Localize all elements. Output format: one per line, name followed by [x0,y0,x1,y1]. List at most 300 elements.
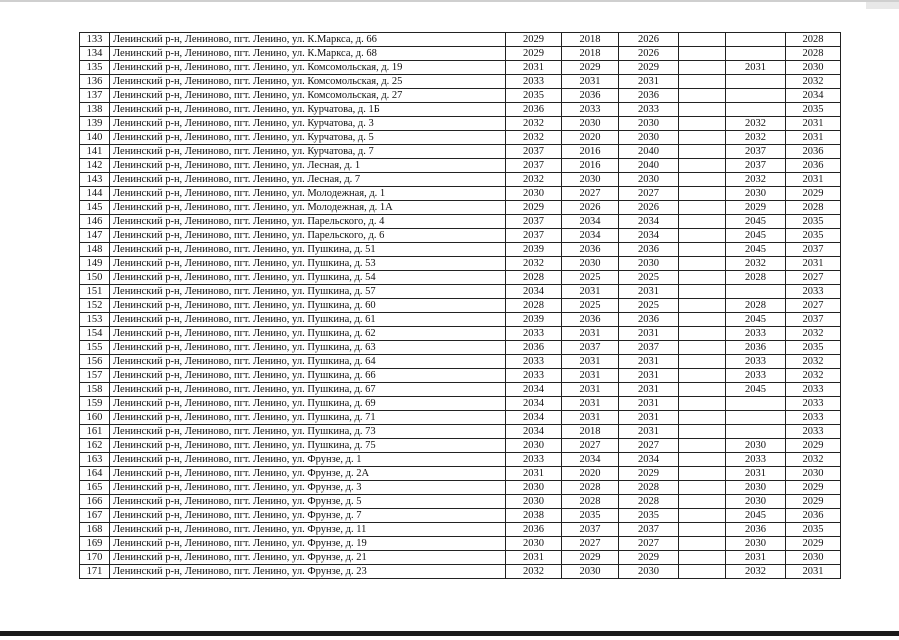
year-cell-2: 2018 [562,47,619,61]
year-cell-6: 2037 [786,243,841,257]
year-cell-5: 2045 [726,383,786,397]
year-cell-3: 2040 [619,159,679,173]
year-cell-1: 2032 [506,131,562,145]
year-cell-6: 2031 [786,131,841,145]
table-row [80,509,841,523]
year-cell-1: 2033 [506,355,562,369]
year-cell-5: 2028 [726,299,786,313]
table-row [80,467,841,481]
year-cell-1: 2034 [506,285,562,299]
year-cell-4 [679,89,726,103]
year-cell-5 [726,33,786,47]
year-cell-3: 2030 [619,131,679,145]
year-cell-6: 2029 [786,187,841,201]
year-cell-5: 2030 [726,537,786,551]
year-cell-5: 2029 [726,201,786,215]
year-cell-5: 2045 [726,243,786,257]
year-cell-3: 2027 [619,187,679,201]
year-cell-2: 2026 [562,201,619,215]
year-cell-1: 2032 [506,117,562,131]
year-cell-4 [679,537,726,551]
row-number: 142 [80,159,110,173]
row-number: 158 [80,383,110,397]
year-cell-1: 2030 [506,187,562,201]
table-row [80,271,841,285]
year-cell-2: 2030 [562,565,619,579]
year-cell-1: 2034 [506,425,562,439]
address-cell: Ленинский р-н, Лениново, пгт. Ленино, ул. Пушкина, д. 51 [110,243,506,257]
year-cell-5: 2033 [726,369,786,383]
year-cell-5 [726,103,786,117]
address-cell: Ленинский р-н, Лениново, пгт. Ленино, ул. Курчатова, д. 3 [110,117,506,131]
table-row [80,537,841,551]
address-cell: Ленинский р-н, Лениново, пгт. Ленино, ул. Лесная, д. 7 [110,173,506,187]
year-cell-3: 2037 [619,523,679,537]
row-number: 151 [80,285,110,299]
year-cell-3: 2027 [619,439,679,453]
address-cell: Ленинский р-н, Лениново, пгт. Ленино, ул. Пушкина, д. 67 [110,383,506,397]
year-cell-3: 2025 [619,299,679,313]
year-cell-6: 2027 [786,299,841,313]
year-cell-5: 2030 [726,481,786,495]
year-cell-2: 2031 [562,397,619,411]
year-cell-4 [679,481,726,495]
row-number: 140 [80,131,110,145]
address-cell: Ленинский р-н, Лениново, пгт. Ленино, ул. Пушкина, д. 62 [110,327,506,341]
year-cell-5: 2045 [726,313,786,327]
table-row [80,173,841,187]
row-number: 134 [80,47,110,61]
year-cell-2: 2034 [562,453,619,467]
row-number: 137 [80,89,110,103]
year-cell-2: 2030 [562,173,619,187]
address-cell: Ленинский р-н, Лениново, пгт. Ленино, ул. Комсомольская, д. 25 [110,75,506,89]
row-number: 163 [80,453,110,467]
address-cell: Ленинский р-н, Лениново, пгт. Ленино, ул. Фрунзе, д. 19 [110,537,506,551]
table-row [80,565,841,579]
year-cell-5 [726,285,786,299]
table-row [80,215,841,229]
address-cell: Ленинский р-н, Лениново, пгт. Ленино, ул. К.Маркса, д. 66 [110,33,506,47]
address-cell: Ленинский р-н, Лениново, пгт. Ленино, ул. Пушкина, д. 53 [110,257,506,271]
year-cell-4 [679,271,726,285]
year-cell-1: 2034 [506,411,562,425]
year-cell-6: 2029 [786,495,841,509]
year-cell-1: 2034 [506,383,562,397]
year-cell-6: 2030 [786,551,841,565]
row-number: 168 [80,523,110,537]
year-cell-5: 2037 [726,145,786,159]
year-cell-5: 2037 [726,159,786,173]
table-row [80,523,841,537]
table-row [80,551,841,565]
table-row [80,229,841,243]
year-cell-3: 2031 [619,369,679,383]
address-cell: Ленинский р-н, Лениново, пгт. Ленино, ул. Фрунзе, д. 7 [110,509,506,523]
year-cell-4 [679,355,726,369]
year-cell-1: 2033 [506,453,562,467]
year-cell-3: 2029 [619,61,679,75]
table-row [80,47,841,61]
year-cell-4 [679,243,726,257]
year-cell-5: 2032 [726,131,786,145]
address-cell: Ленинский р-н, Лениново, пгт. Ленино, ул. Лесная, д. 1 [110,159,506,173]
year-cell-5 [726,89,786,103]
year-cell-5: 2032 [726,117,786,131]
year-cell-2: 2036 [562,243,619,257]
scan-edge-top [0,0,899,2]
table-row [80,355,841,369]
address-cell: Ленинский р-н, Лениново, пгт. Ленино, ул. Курчатова, д. 7 [110,145,506,159]
year-cell-5 [726,397,786,411]
year-cell-6: 2032 [786,369,841,383]
year-cell-6: 2036 [786,509,841,523]
year-cell-2: 2029 [562,61,619,75]
row-number: 153 [80,313,110,327]
year-cell-1: 2033 [506,369,562,383]
year-cell-3: 2031 [619,397,679,411]
address-cell: Ленинский р-н, Лениново, пгт. Ленино, ул. Комсомольская, д. 27 [110,89,506,103]
year-cell-4 [679,425,726,439]
row-number: 154 [80,327,110,341]
year-cell-3: 2029 [619,467,679,481]
year-cell-1: 2037 [506,229,562,243]
year-cell-6: 2030 [786,61,841,75]
row-number: 143 [80,173,110,187]
year-cell-4 [679,495,726,509]
year-cell-1: 2029 [506,33,562,47]
row-number: 138 [80,103,110,117]
year-cell-6: 2037 [786,313,841,327]
year-cell-4 [679,299,726,313]
year-cell-6: 2033 [786,383,841,397]
row-number: 164 [80,467,110,481]
year-cell-6: 2029 [786,481,841,495]
address-cell: Ленинский р-н, Лениново, пгт. Ленино, ул. Молодежная, д. 1А [110,201,506,215]
year-cell-3: 2028 [619,481,679,495]
year-cell-4 [679,229,726,243]
year-cell-4 [679,383,726,397]
table-row [80,411,841,425]
table-row [80,439,841,453]
year-cell-2: 2034 [562,215,619,229]
year-cell-1: 2031 [506,551,562,565]
year-cell-3: 2033 [619,103,679,117]
table-row [80,327,841,341]
year-cell-4 [679,145,726,159]
address-cell: Ленинский р-н, Лениново, пгт. Ленино, ул. Комсомольская, д. 19 [110,61,506,75]
year-cell-6: 2027 [786,271,841,285]
year-cell-5: 2031 [726,551,786,565]
row-number: 162 [80,439,110,453]
address-cell: Ленинский р-н, Лениново, пгт. Ленино, ул. Фрунзе, д. 11 [110,523,506,537]
year-cell-4 [679,341,726,355]
address-cell: Ленинский р-н, Лениново, пгт. Ленино, ул. Фрунзе, д. 3 [110,481,506,495]
address-cell: Ленинский р-н, Лениново, пгт. Ленино, ул. Пушкина, д. 66 [110,369,506,383]
year-cell-6: 2033 [786,411,841,425]
year-cell-3: 2034 [619,215,679,229]
year-cell-6: 2032 [786,453,841,467]
year-cell-4 [679,75,726,89]
row-number: 148 [80,243,110,257]
table-row [80,159,841,173]
year-cell-1: 2029 [506,47,562,61]
year-cell-5: 2028 [726,271,786,285]
address-cell: Ленинский р-н, Лениново, пгт. Ленино, ул. Фрунзе, д. 23 [110,565,506,579]
row-number: 157 [80,369,110,383]
year-cell-2: 2020 [562,467,619,481]
row-number: 169 [80,537,110,551]
year-cell-5: 2045 [726,229,786,243]
year-cell-3: 2026 [619,33,679,47]
year-cell-3: 2028 [619,495,679,509]
year-cell-5: 2030 [726,439,786,453]
year-cell-1: 2031 [506,61,562,75]
address-cell: Ленинский р-н, Лениново, пгт. Ленино, ул. Пушкина, д. 61 [110,313,506,327]
address-cell: Ленинский р-н, Лениново, пгт. Ленино, ул. Фрунзе, д. 2А [110,467,506,481]
year-cell-5: 2032 [726,565,786,579]
address-cell: Ленинский р-н, Лениново, пгт. Ленино, ул. Пушкина, д. 69 [110,397,506,411]
year-cell-5: 2032 [726,257,786,271]
year-cell-1: 2030 [506,439,562,453]
table-row [80,257,841,271]
year-cell-1: 2028 [506,271,562,285]
year-cell-6: 2035 [786,215,841,229]
year-cell-4 [679,215,726,229]
table-row [80,201,841,215]
year-cell-3: 2034 [619,229,679,243]
row-number: 155 [80,341,110,355]
row-number: 149 [80,257,110,271]
year-cell-6: 2030 [786,467,841,481]
scan-edge-bottom [0,631,899,636]
table-row [80,187,841,201]
year-cell-1: 2036 [506,103,562,117]
year-cell-5: 2030 [726,495,786,509]
year-cell-3: 2031 [619,75,679,89]
year-cell-1: 2038 [506,509,562,523]
year-cell-6: 2034 [786,89,841,103]
address-cell: Ленинский р-н, Лениново, пгт. Ленино, ул. Пушкина, д. 71 [110,411,506,425]
year-cell-4 [679,33,726,47]
year-cell-5: 2030 [726,187,786,201]
table-row [80,33,841,47]
year-cell-3: 2034 [619,453,679,467]
row-number: 171 [80,565,110,579]
year-cell-2: 2016 [562,145,619,159]
year-cell-4 [679,439,726,453]
year-cell-1: 2029 [506,201,562,215]
year-cell-6: 2033 [786,285,841,299]
year-cell-1: 2032 [506,565,562,579]
address-cell: Ленинский р-н, Лениново, пгт. Ленино, ул. Пушкина, д. 60 [110,299,506,313]
year-cell-2: 2028 [562,495,619,509]
address-cell: Ленинский р-н, Лениново, пгт. Ленино, ул. Пушкина, д. 64 [110,355,506,369]
year-cell-4 [679,61,726,75]
year-cell-3: 2031 [619,425,679,439]
year-cell-6: 2028 [786,47,841,61]
year-cell-4 [679,327,726,341]
address-cell: Ленинский р-н, Лениново, пгт. Ленино, ул. Фрунзе, д. 21 [110,551,506,565]
year-cell-3: 2035 [619,509,679,523]
scan-corner [866,2,899,9]
year-cell-2: 2027 [562,537,619,551]
year-cell-2: 2031 [562,383,619,397]
address-cell: Ленинский р-н, Лениново, пгт. Ленино, ул. К.Маркса, д. 68 [110,47,506,61]
year-cell-4 [679,201,726,215]
row-number: 156 [80,355,110,369]
year-cell-2: 2031 [562,285,619,299]
year-cell-4 [679,285,726,299]
row-number: 146 [80,215,110,229]
year-cell-4 [679,47,726,61]
table-row [80,383,841,397]
year-cell-6: 2035 [786,229,841,243]
year-cell-2: 2033 [562,103,619,117]
year-cell-3: 2025 [619,271,679,285]
year-cell-2: 2036 [562,313,619,327]
year-cell-2: 2027 [562,187,619,201]
year-cell-3: 2031 [619,355,679,369]
table-body [80,33,841,579]
row-number: 170 [80,551,110,565]
year-cell-6: 2031 [786,117,841,131]
year-cell-2: 2027 [562,439,619,453]
table-row [80,481,841,495]
address-cell: Ленинский р-н, Лениново, пгт. Ленино, ул. Фрунзе, д. 1 [110,453,506,467]
year-cell-3: 2037 [619,341,679,355]
year-cell-6: 2036 [786,145,841,159]
year-cell-3: 2031 [619,383,679,397]
year-cell-2: 2028 [562,481,619,495]
year-cell-2: 2035 [562,509,619,523]
address-cell: Ленинский р-н, Лениново, пгт. Ленино, ул. Пушкина, д. 73 [110,425,506,439]
year-cell-3: 2026 [619,47,679,61]
year-cell-1: 2034 [506,397,562,411]
year-cell-6: 2032 [786,327,841,341]
table-row [80,495,841,509]
year-cell-3: 2031 [619,411,679,425]
year-cell-6: 2029 [786,537,841,551]
table-row [80,397,841,411]
year-cell-4 [679,159,726,173]
year-cell-1: 2039 [506,313,562,327]
row-number: 159 [80,397,110,411]
table-row [80,453,841,467]
address-cell: Ленинский р-н, Лениново, пгт. Ленино, ул. Молодежная, д. 1 [110,187,506,201]
year-cell-5: 2033 [726,453,786,467]
table-row [80,369,841,383]
year-cell-4 [679,369,726,383]
table-row [80,89,841,103]
address-cell: Ленинский р-н, Лениново, пгт. Ленино, ул. Курчатова, д. 1Б [110,103,506,117]
row-number: 161 [80,425,110,439]
year-cell-4 [679,103,726,117]
year-cell-5: 2045 [726,509,786,523]
year-cell-5 [726,47,786,61]
year-cell-2: 2018 [562,33,619,47]
table-row [80,243,841,257]
year-cell-4 [679,173,726,187]
table-row [80,61,841,75]
address-cell: Ленинский р-н, Лениново, пгт. Ленино, ул. Фрунзе, д. 5 [110,495,506,509]
year-cell-6: 2035 [786,523,841,537]
year-cell-2: 2031 [562,369,619,383]
year-cell-5 [726,75,786,89]
row-number: 136 [80,75,110,89]
year-cell-2: 2034 [562,229,619,243]
year-cell-2: 2018 [562,425,619,439]
year-cell-4 [679,565,726,579]
year-cell-6: 2036 [786,159,841,173]
year-cell-1: 2031 [506,467,562,481]
year-cell-4 [679,131,726,145]
table-row [80,299,841,313]
year-cell-4 [679,187,726,201]
row-number: 166 [80,495,110,509]
year-cell-5: 2031 [726,467,786,481]
year-cell-2: 2016 [562,159,619,173]
year-cell-2: 2031 [562,75,619,89]
address-cell: Ленинский р-н, Лениново, пгт. Ленино, ул. Пушкина, д. 57 [110,285,506,299]
year-cell-1: 2030 [506,481,562,495]
year-cell-2: 2031 [562,355,619,369]
row-number: 139 [80,117,110,131]
year-cell-2: 2031 [562,327,619,341]
year-cell-6: 2035 [786,341,841,355]
row-number: 150 [80,271,110,285]
address-cell: Ленинский р-н, Лениново, пгт. Ленино, ул. Парельского, д. 4 [110,215,506,229]
year-cell-1: 2033 [506,75,562,89]
row-number: 165 [80,481,110,495]
address-cell: Ленинский р-н, Лениново, пгт. Ленино, ул. Пушкина, д. 63 [110,341,506,355]
row-number: 141 [80,145,110,159]
row-number: 133 [80,33,110,47]
year-cell-1: 2035 [506,89,562,103]
year-cell-6: 2028 [786,201,841,215]
year-cell-3: 2030 [619,257,679,271]
year-cell-1: 2037 [506,145,562,159]
year-cell-3: 2029 [619,551,679,565]
year-cell-6: 2031 [786,173,841,187]
year-cell-4 [679,509,726,523]
year-cell-5: 2033 [726,327,786,341]
year-cell-1: 2032 [506,257,562,271]
year-cell-6: 2032 [786,355,841,369]
year-cell-5: 2045 [726,215,786,229]
year-cell-5 [726,425,786,439]
year-cell-2: 2025 [562,271,619,285]
row-number: 160 [80,411,110,425]
year-cell-3: 2030 [619,117,679,131]
year-cell-2: 2036 [562,89,619,103]
year-cell-2: 2037 [562,341,619,355]
year-cell-1: 2037 [506,159,562,173]
year-cell-5: 2032 [726,173,786,187]
year-cell-3: 2036 [619,243,679,257]
year-cell-6: 2031 [786,257,841,271]
year-cell-5: 2031 [726,61,786,75]
row-number: 135 [80,61,110,75]
year-cell-1: 2033 [506,327,562,341]
address-cell: Ленинский р-н, Лениново, пгт. Ленино, ул. Пушкина, д. 54 [110,271,506,285]
year-cell-4 [679,397,726,411]
year-cell-5: 2036 [726,523,786,537]
year-cell-1: 2036 [506,341,562,355]
row-number: 145 [80,201,110,215]
year-cell-2: 2037 [562,523,619,537]
year-cell-4 [679,257,726,271]
